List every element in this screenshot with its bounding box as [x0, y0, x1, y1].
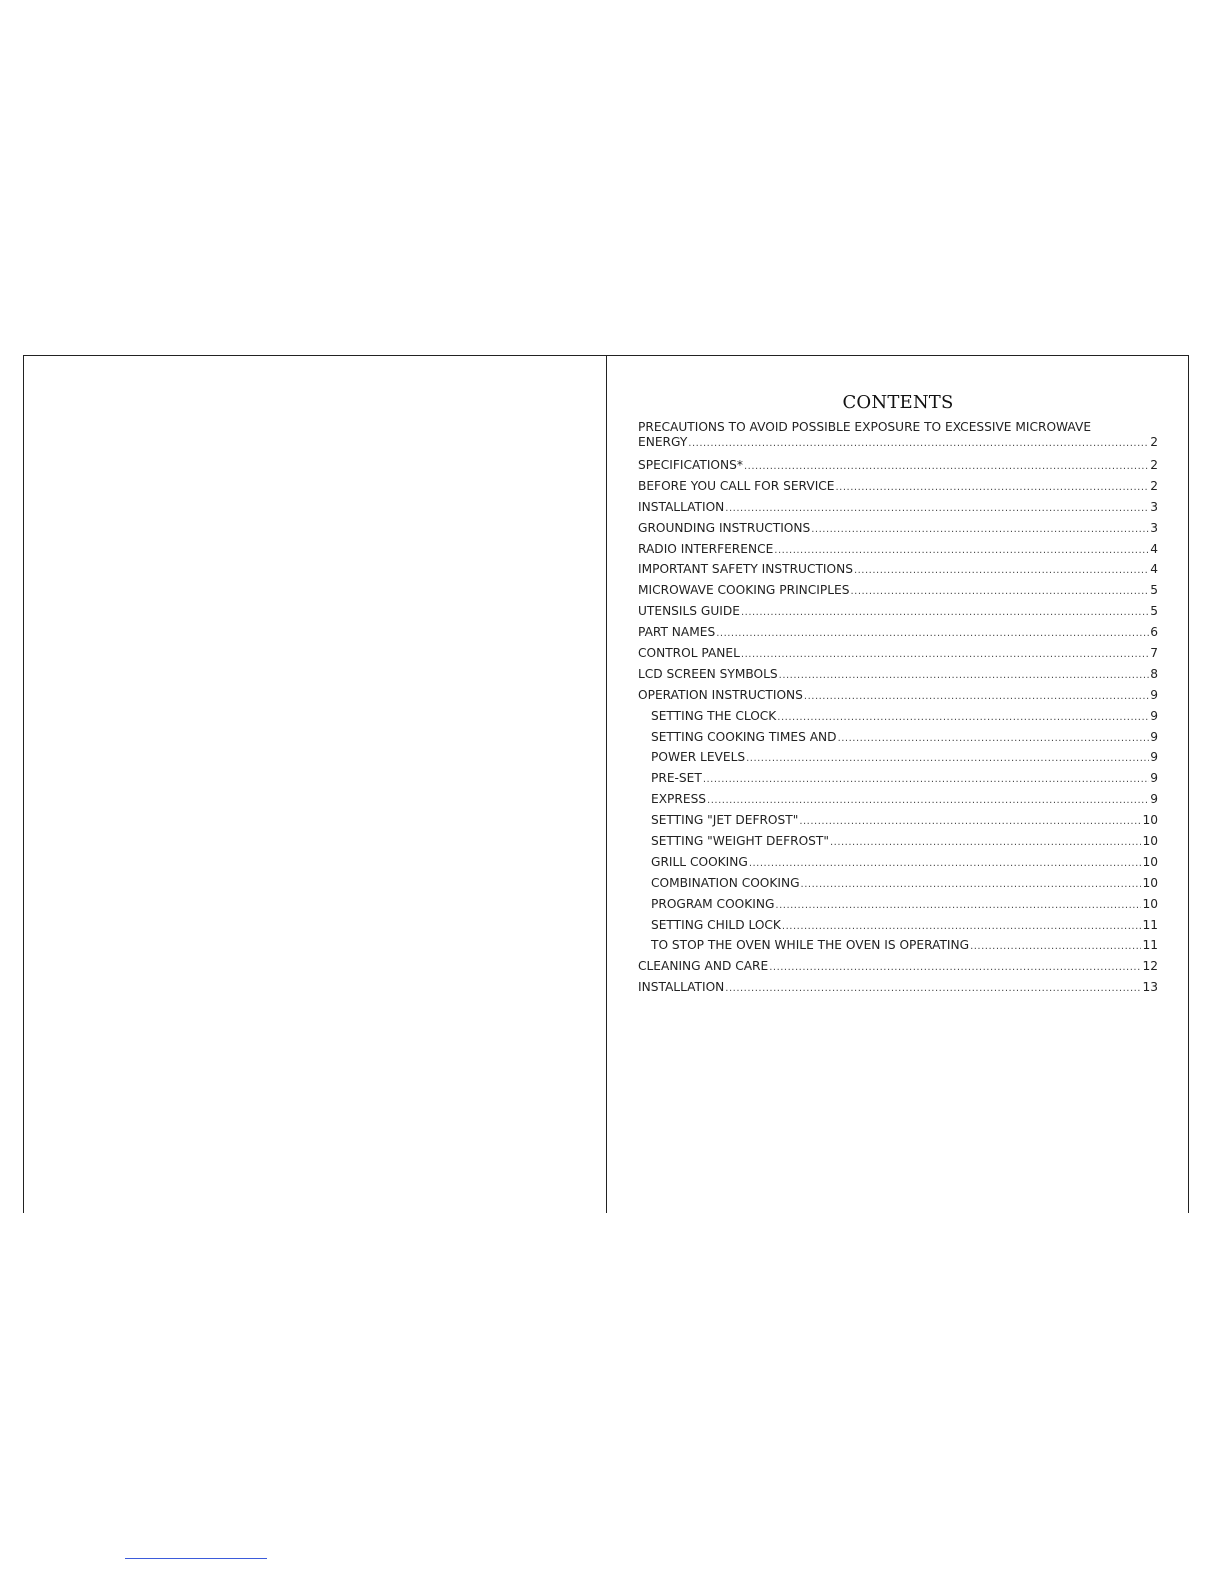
- toc-page-number: 9: [1150, 771, 1158, 786]
- toc-leader-dots: [746, 749, 1149, 770]
- toc-subentry[interactable]: [638, 727, 1158, 748]
- toc-leader-dots: [777, 708, 1149, 729]
- toc-leader-dots: [749, 854, 1142, 875]
- toc-page-number: 4: [1150, 541, 1158, 556]
- toc-entry-label: OPERATION INSTRUCTIONS: [638, 687, 803, 702]
- toc-entry-label: SETTING "WEIGHT DEFROST": [651, 834, 829, 849]
- toc-page-number: 10: [1142, 854, 1158, 869]
- toc-entry[interactable]: [638, 476, 1158, 497]
- toc-entry-label: CLEANING AND CARE: [638, 959, 769, 974]
- toc-entry-label: GROUNDING INSTRUCTIONS: [638, 520, 811, 535]
- toc-entry-label: INSTALLATION: [638, 499, 725, 514]
- toc-page-number: 12: [1142, 959, 1158, 974]
- toc-entry-label: RADIO INTERFERENCE: [638, 541, 774, 556]
- toc-entry-label: SPECIFICATIONS*: [638, 458, 743, 472]
- toc-leader-dots: [850, 582, 1149, 603]
- toc-entry-label: SETTING "JET DEFROST": [651, 813, 799, 828]
- toc-leader-dots: [811, 520, 1149, 541]
- toc-page-number: 5: [1150, 583, 1158, 598]
- toc-leader-dots: [799, 812, 1141, 833]
- toc-entry-label-line1: PRECAUTIONS TO AVOID POSSIBLE EXPOSURE TO EXCESSIVE MICROWAVE: [638, 420, 1092, 434]
- toc-subentry[interactable]: [638, 915, 1158, 936]
- toc-entry-label: PART NAMES: [638, 625, 716, 640]
- contents-title: CONTENTS: [842, 392, 954, 413]
- toc-leader-dots: [970, 937, 1141, 958]
- toc-entry-label: INSTALLATION: [638, 980, 725, 995]
- toc-page-number: 9: [1150, 729, 1158, 744]
- toc-entry-label: GRILL COOKING: [651, 854, 748, 869]
- toc-page-number: 11: [1142, 917, 1158, 932]
- toc-page-number: 3: [1150, 520, 1158, 535]
- toc-leader-dots: [741, 603, 1149, 624]
- toc-leader-dots: [741, 645, 1149, 666]
- toc-leader-dots: [782, 917, 1142, 938]
- toc-entry-label: SETTING COOKING TIMES AND: [651, 729, 837, 744]
- toc-entry[interactable]: [638, 559, 1158, 580]
- toc-subentry[interactable]: [638, 831, 1158, 852]
- right-page-contents: [607, 356, 1189, 1213]
- toc-leader-dots: [725, 499, 1149, 520]
- toc-page-number: 11: [1142, 938, 1158, 953]
- toc-entry[interactable]: [638, 685, 1158, 706]
- toc-entry-label: TO STOP THE OVEN WHILE THE OVEN IS OPERATING: [651, 938, 970, 953]
- toc-subentry[interactable]: [638, 873, 1158, 894]
- toc-page-number: 10: [1142, 813, 1158, 828]
- toc-entry[interactable]: [638, 622, 1158, 643]
- toc-leader-dots: [703, 770, 1149, 791]
- toc-entry[interactable]: [638, 455, 1158, 476]
- toc-entry[interactable]: [638, 518, 1158, 539]
- toc-entry-label: POWER LEVELS: [651, 750, 746, 765]
- table-of-contents: [638, 419, 1158, 998]
- toc-subentry[interactable]: [638, 894, 1158, 915]
- toc-subentry[interactable]: [638, 935, 1158, 956]
- toc-leader-dots: [804, 687, 1149, 708]
- toc-leader-dots: [801, 875, 1142, 896]
- toc-page-number: 10: [1142, 875, 1158, 890]
- toc-subentry[interactable]: [638, 789, 1158, 810]
- toc-page-number: 2: [1150, 435, 1158, 449]
- toc-entry-label: CONTROL PANEL: [638, 646, 740, 661]
- toc-entry-label: EXPRESS: [651, 792, 707, 807]
- toc-entry-label: BEFORE YOU CALL FOR SERVICE: [638, 478, 835, 493]
- toc-leader-dots: [775, 896, 1141, 917]
- toc-entry-label: PRE-SET: [651, 771, 702, 786]
- toc-page-number: 8: [1150, 666, 1158, 681]
- toc-entry-label: IMPORTANT SAFETY INSTRUCTIONS: [638, 562, 853, 577]
- toc-page-number: 9: [1150, 792, 1158, 807]
- footnote-rule: [125, 1558, 267, 1559]
- toc-leader-dots: [744, 457, 1149, 478]
- toc-page-number: 9: [1150, 687, 1158, 702]
- toc-page-number: 10: [1142, 896, 1158, 911]
- toc-entry[interactable]: [638, 601, 1158, 622]
- toc-page-number: 2: [1150, 458, 1158, 472]
- toc-leader-dots: [830, 833, 1142, 854]
- toc-page-number: 7: [1150, 646, 1158, 661]
- toc-entry-label: SETTING THE CLOCK: [651, 708, 777, 723]
- toc-subentry[interactable]: [638, 852, 1158, 873]
- toc-page-number: 10: [1142, 834, 1158, 849]
- toc-leader-dots: [707, 791, 1149, 812]
- toc-entry[interactable]: [638, 497, 1158, 518]
- toc-leader-dots: [774, 541, 1149, 562]
- toc-leader-dots: [688, 436, 1149, 451]
- toc-subentry[interactable]: [638, 810, 1158, 831]
- toc-entry-precautions[interactable]: [638, 419, 1158, 455]
- toc-leader-dots: [838, 729, 1150, 750]
- booklet-spread: [23, 355, 1189, 1213]
- toc-subentry[interactable]: [638, 706, 1158, 727]
- left-page-blank: [24, 356, 606, 1213]
- toc-leader-dots: [725, 979, 1141, 1000]
- toc-entry-label: UTENSILS GUIDE: [638, 604, 740, 619]
- toc-leader-dots: [769, 958, 1141, 979]
- toc-leader-dots: [779, 666, 1150, 687]
- toc-page-number: 5: [1150, 604, 1158, 619]
- toc-entry-label: MICROWAVE COOKING PRINCIPLES: [638, 583, 850, 598]
- toc-leader-dots: [854, 561, 1149, 582]
- toc-entry-label: SETTING CHILD LOCK: [651, 917, 781, 932]
- toc-entry[interactable]: [638, 643, 1158, 664]
- toc-page-number: 9: [1150, 708, 1158, 723]
- toc-leader-dots: [716, 624, 1149, 645]
- toc-entry-label: COMBINATION COOKING: [651, 875, 800, 890]
- toc-subentry[interactable]: [638, 747, 1158, 768]
- toc-entry[interactable]: [638, 956, 1158, 977]
- toc-page-number: 4: [1150, 562, 1158, 577]
- toc-leader-dots: [836, 478, 1150, 499]
- toc-entry[interactable]: [638, 539, 1158, 560]
- toc-page-number: 13: [1142, 980, 1158, 995]
- toc-entry-label: LCD SCREEN SYMBOLS: [638, 666, 778, 681]
- toc-subentry[interactable]: [638, 768, 1158, 789]
- toc-entry-label-line2: ENERGY: [638, 435, 688, 449]
- toc-page-number: 9: [1150, 750, 1158, 765]
- toc-entry[interactable]: [638, 580, 1158, 601]
- toc-entry[interactable]: [638, 664, 1158, 685]
- toc-page-number: 3: [1150, 499, 1158, 514]
- toc-page-number: 6: [1150, 625, 1158, 640]
- toc-page-number: 2: [1150, 478, 1158, 493]
- toc-entry-label: PROGRAM COOKING: [651, 896, 775, 911]
- toc-entry[interactable]: [638, 977, 1158, 998]
